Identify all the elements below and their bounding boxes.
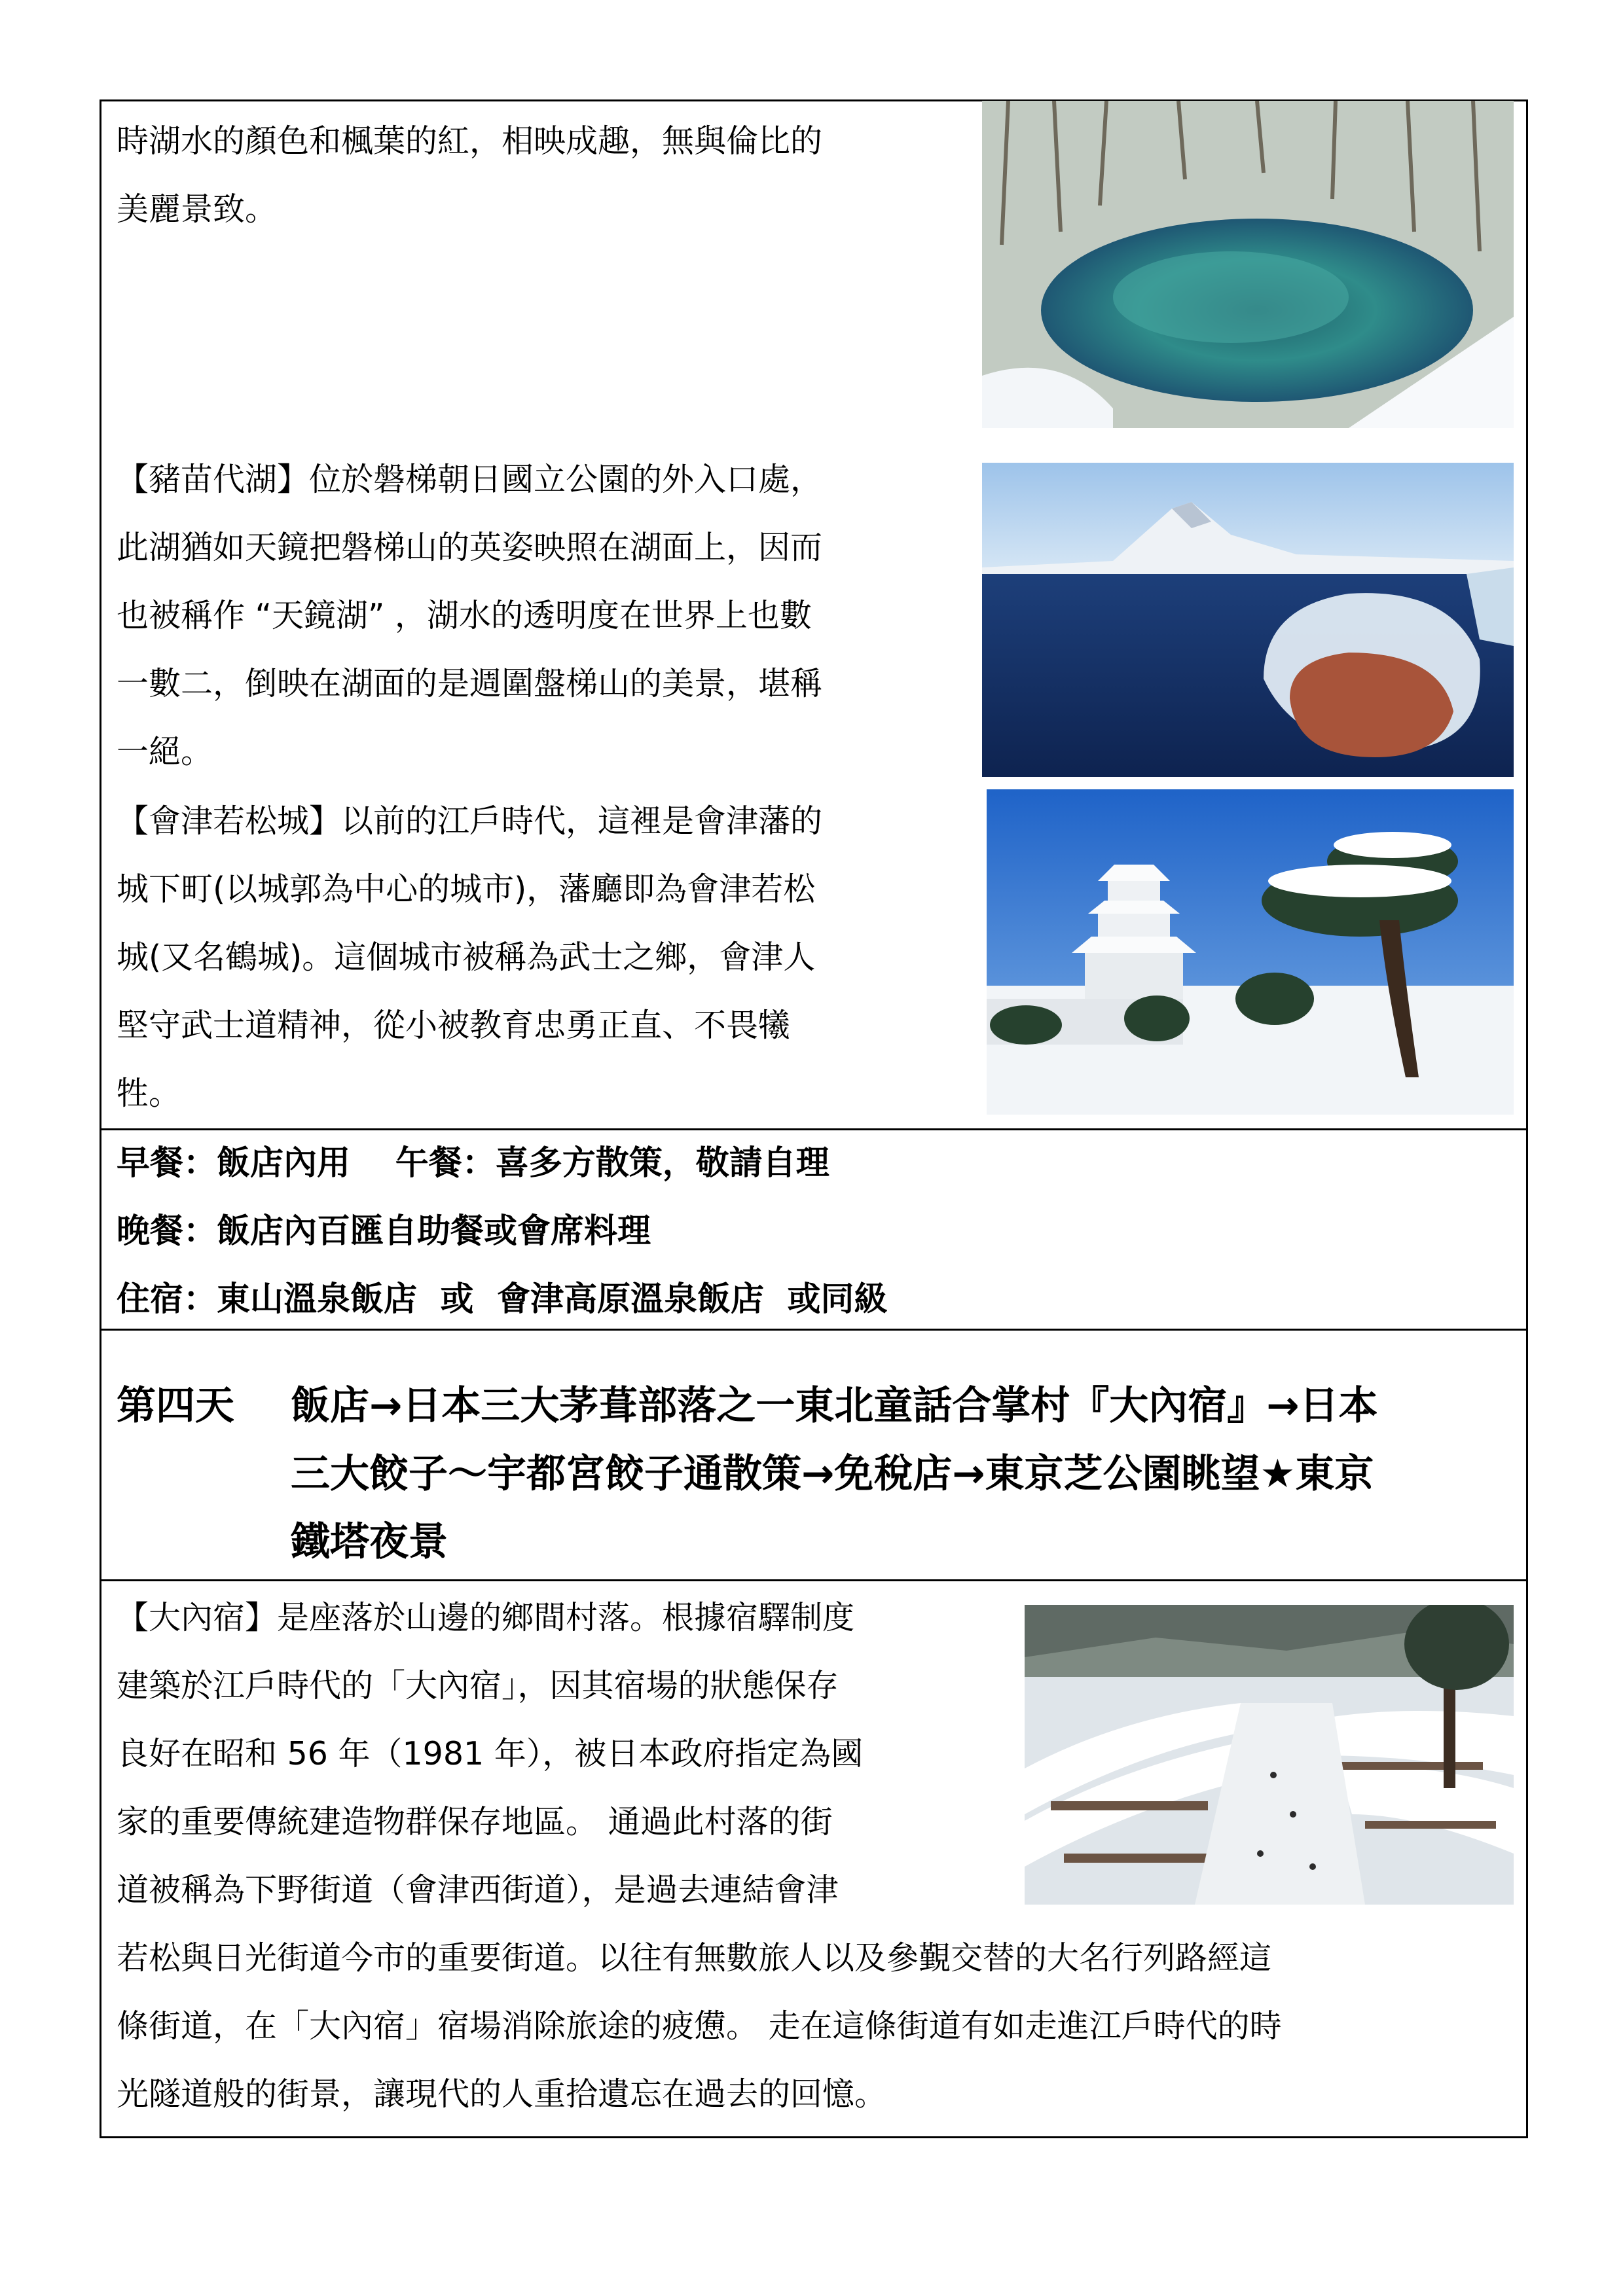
text-line: 時湖水的顏色和楓葉的紅，相映成趣，無與倫比的 (117, 122, 823, 160)
text-line: 建築於江戶時代的「大內宿」，因其宿場的狀態保存 (117, 1667, 839, 1704)
text-line: 光隧道般的街景，讓現代的人重拾遺忘在過去的回憶。 (117, 2075, 887, 2113)
text-line: 美麗景致。 (117, 190, 278, 228)
lake-description (117, 107, 822, 243)
text-line: 此湖猶如天鏡把磐梯山的英姿映照在湖面上，因而 (117, 529, 823, 566)
breakfast-lunch-text: 早餐：飯店內用 午餐：喜多方散策，敬請自理 (117, 1144, 830, 1183)
text-line: 牲。 (117, 1075, 181, 1112)
text-line: 家的重要傳統建造物群保存地區。 通過此村落的街 (117, 1803, 833, 1840)
route-line: 鐵塔夜景 (291, 1519, 448, 1565)
castle-description (117, 787, 822, 1128)
text-line: 若松與日光街道今市的重要街道。以往有無數旅人以及參覲交替的大名行列路經這 (117, 1939, 1272, 1977)
text-line: 條街道，在「大內宿」宿場消除旅途的疲憊。 走在這條街道有如走進江戶時代的時 (117, 2007, 1282, 2045)
text-line: 堅守武士道精神，從小被教育忠勇正直、不畏犧 (117, 1007, 791, 1044)
text-line: 一絕。 (117, 733, 213, 770)
text-line: 城下町(以城郭為中心的城市)，藩廳即為會津若松 (117, 870, 816, 908)
tsuruga-castle-snow-photo (987, 789, 1514, 1115)
accommodation-text: 住宿：東山溫泉飯店 或 會津高原溫泉飯店 或同級 (117, 1280, 888, 1319)
text-line: 也被稱作 “天鏡湖” ，湖水的透明度在世界上也數 (117, 597, 812, 634)
day-label: 第四天 (117, 1383, 234, 1429)
text-line: 良好在昭和 56 年（1981 年），被日本政府指定為國 (117, 1735, 864, 1772)
text-line: 【會津若松城】以前的江戶時代，這裡是會津藩的 (117, 802, 823, 840)
snow-forest-lake-photo (982, 101, 1514, 428)
text-line: 一數二，倒映在湖面的是週圍盤梯山的美景，堪稱 (117, 665, 823, 702)
day-route (291, 1372, 1378, 1576)
text-line: 【豬苗代湖】位於磐梯朝日國立公園的外入口處， (117, 461, 823, 498)
lake-with-iced-rock-photo (982, 463, 1514, 777)
ouchijuku-snow-village-photo (1025, 1605, 1514, 1905)
row-divider (100, 1579, 1528, 1581)
text-line: 【大內宿】是座落於山邊的鄉間村落。根據宿驛制度 (117, 1599, 855, 1636)
route-line: 三大餃子～宇都宮餃子通散策→免稅店→東京芝公園眺望★東京 (291, 1451, 1374, 1497)
text-line: 道被稱為下野街道（會津西街道），是過去連結會津 (117, 1871, 839, 1909)
inawashiro-description (117, 446, 822, 786)
route-line: 飯店→日本三大茅葺部落之一東北童話合掌村『大內宿』→日本 (291, 1383, 1378, 1429)
dinner-text: 晚餐：飯店內百匯自助餐或會席料理 (117, 1212, 651, 1251)
text-line: 城(又名鶴城)。這個城市被稱為武士之鄉，會津人 (117, 939, 816, 976)
